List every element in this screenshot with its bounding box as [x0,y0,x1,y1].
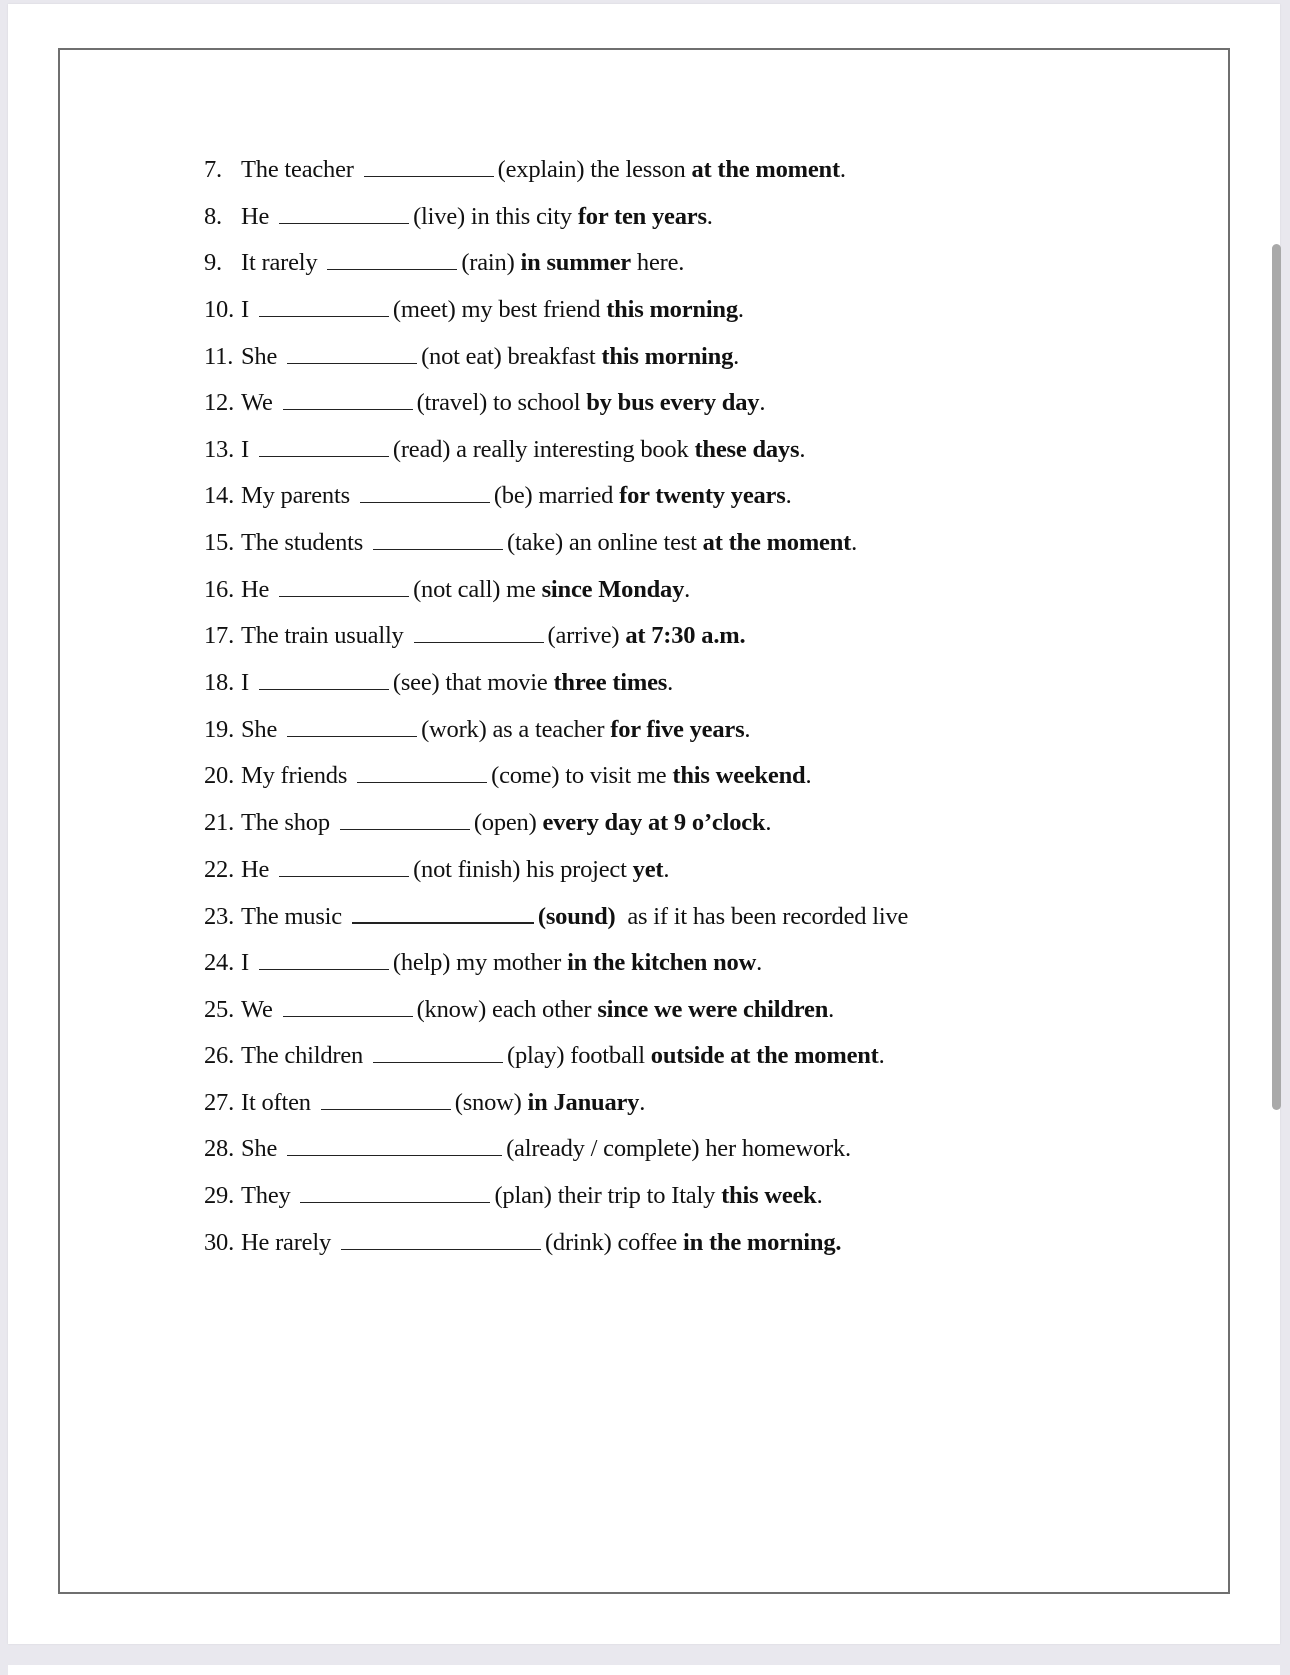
sentence-text: . [706,202,713,230]
bold-keyword: since we were children [597,995,829,1023]
bold-keyword: three times [553,669,668,697]
exercise-item [204,758,908,805]
exercise-item [204,712,908,759]
answer-blank[interactable] [283,385,413,410]
sentence-text: . [785,482,792,510]
sentence-text: . [684,575,691,603]
sentence-text: He rarely [241,1228,337,1256]
exercise-item [204,339,908,386]
answer-blank[interactable] [300,1178,490,1203]
answer-blank[interactable] [360,478,490,503]
exercise-item [204,1038,908,1085]
answer-blank[interactable] [321,1085,451,1110]
sentence-text: It often [241,1088,317,1116]
answer-blank[interactable] [259,292,389,317]
bold-keyword: outside at the moment [650,1042,879,1070]
item-number: 25. [204,995,235,1023]
sentence-text: . [733,342,740,370]
item-number: 11. [204,342,234,370]
exercise-item [204,1225,908,1272]
sentence-text: My parents [241,482,356,510]
exercise-item [204,572,908,619]
item-number: 24. [204,948,235,976]
exercise-item [204,992,908,1039]
sentence-text: The train usually [241,622,410,650]
sentence-text: (read) a really interesting book [392,435,695,463]
answer-blank[interactable] [352,898,534,924]
sentence-text: She [241,342,284,370]
vertical-scrollbar[interactable] [1272,244,1281,1110]
bold-keyword: in January [527,1088,640,1116]
sentence-text: (not eat) breakfast [421,342,602,370]
sentence-text: (work) as a teacher [421,715,611,743]
answer-blank[interactable] [373,1038,503,1063]
sentence-text: . [737,295,744,323]
answer-blank[interactable] [279,199,409,224]
exercise-list [204,152,908,1271]
sentence-text: (drink) coffee [544,1228,683,1256]
sentence-text: (travel) to school [416,389,587,417]
exercise-item [204,292,908,339]
bold-keyword: this weekend [672,762,806,790]
sentence-text: My friends [241,762,354,790]
exercise-item [204,385,908,432]
exercise-item [204,525,908,572]
exercise-item [204,432,908,479]
item-number: 28. [204,1135,235,1163]
answer-blank[interactable] [373,525,503,550]
sentence-text: (snow) [454,1088,528,1116]
exercise-item [204,478,908,525]
bold-keyword: in the morning. [682,1228,842,1256]
item-number: 30. [204,1228,235,1256]
answer-blank[interactable] [283,992,413,1017]
answer-blank[interactable] [279,852,409,877]
bold-keyword: this week [721,1182,817,1210]
bold-keyword: this morning [601,342,734,370]
sentence-text: (plan) their trip to Italy [494,1182,722,1210]
sentence-text: (rain) [461,249,521,277]
sentence-text: (open) [473,808,543,836]
sentence-text: . [839,156,846,183]
exercise-item [204,805,908,852]
item-number: 15. [204,529,235,557]
sentence-text: The students [241,529,370,557]
sentence-text: (play) football [507,1042,651,1070]
sentence-text: (come) to visit me [491,762,673,790]
sentence-text: He [241,202,276,230]
sentence-text: (live) in this city [413,202,578,230]
sentence-text: . [667,669,674,697]
item-number: 7. [204,156,222,183]
sentence-text: The music [241,903,348,931]
sentence-text: (not finish) his project [413,855,633,883]
sentence-text: They [241,1182,297,1210]
exercise-item [204,898,908,945]
sentence-text: . [851,529,858,557]
exercise-item [204,1131,908,1178]
sentence-text: She [241,1135,284,1163]
item-number: 16. [204,575,235,603]
sentence-text: I [241,948,255,976]
answer-blank[interactable] [287,1131,502,1156]
sentence-text: . [828,995,835,1023]
sentence-text: . [878,1042,885,1070]
exercise-item [204,245,908,292]
sentence-text: She [241,715,284,743]
answer-blank[interactable] [287,339,417,364]
exercise-item [204,199,908,246]
item-number: 17. [204,622,235,650]
item-number: 21. [204,808,235,836]
sentence-text: (arrive) [547,622,626,650]
document-page [8,4,1280,1644]
bold-keyword: since Monday [541,575,685,603]
exercise-item [204,618,908,665]
item-number: 20. [204,762,235,790]
answer-blank[interactable] [357,758,487,783]
sentence-text: I [241,435,255,463]
answer-blank[interactable] [259,665,389,690]
bold-keyword: for five years [610,715,745,743]
bold-keyword: this morning [606,295,738,323]
item-number: 9. [204,249,222,277]
bold-keyword: in the kitchen now [567,948,757,976]
sentence-text: (know) each other [416,995,598,1023]
bold-keyword: every day at 9 o’clock [542,808,766,836]
sentence-text: He [241,855,276,883]
item-number: 12. [204,389,235,417]
exercise-item [204,665,908,712]
sentence-text: I [241,295,255,323]
bold-keyword: at the moment [691,156,840,183]
sentence-text: (not call) me [413,575,542,603]
answer-blank[interactable] [259,432,389,457]
sentence-text: (already / complete) her homework. [506,1135,851,1163]
bold-keyword: at 7:30 a.m. [625,622,746,650]
item-number: 10. [204,295,235,323]
bold-keyword: in summer [520,249,631,277]
bold-keyword: these days [694,435,800,463]
sentence-text: (meet) my best friend [392,295,607,323]
sentence-text: . [639,1088,646,1116]
sentence-text: . [756,948,763,976]
item-number: 18. [204,669,235,697]
sentence-text: He [241,575,276,603]
sentence-text: It rarely [241,249,324,277]
answer-blank[interactable] [341,1225,541,1250]
item-number: 26. [204,1042,235,1070]
sentence-text: . [816,1182,823,1210]
answer-blank[interactable] [340,805,470,830]
bold-keyword: for twenty years [619,482,786,510]
answer-blank[interactable] [414,618,544,643]
sentence-text: I [241,669,255,697]
sentence-text: . [805,762,812,790]
answer-blank[interactable] [259,945,389,970]
sentence-text: as if it has been recorded live [615,903,909,931]
sentence-text: (explain) the lesson [497,156,692,183]
sentence-text: . [799,435,806,463]
answer-blank[interactable] [287,712,417,737]
sentence-text: We [241,389,279,417]
exercise-item [204,1178,908,1225]
sentence-text: here. [630,249,685,277]
bold-keyword: for ten years [577,202,707,230]
bold-keyword: at the moment [702,529,852,557]
sentence-text: (be) married [493,482,620,510]
item-number: 22. [204,855,235,883]
sentence-text: The shop [241,808,336,836]
bold-keyword: by bus every day [586,389,760,417]
bold-keyword: yet [632,855,664,883]
sentence-text: The teacher [241,156,360,183]
item-number: 13. [204,435,235,463]
sentence-text: . [663,855,670,883]
sentence-text: . [765,808,772,836]
sentence-text: . [759,389,766,417]
answer-blank[interactable] [327,245,457,270]
item-number: 19. [204,715,235,743]
item-number: 14. [204,482,235,510]
sentence-text: . [744,715,751,743]
answer-blank[interactable] [279,572,409,597]
item-number: 23. [204,903,235,931]
sentence-text: We [241,995,279,1023]
exercise-item [204,152,908,199]
exercise-item [204,852,908,899]
sentence-text: (help) my mother [392,948,568,976]
item-number: 27. [204,1088,235,1116]
sentence-text: The children [241,1042,370,1070]
exercise-item [204,1085,908,1132]
sentence-text: (see) that movie [392,669,554,697]
item-number: 8. [204,202,222,230]
exercise-item [204,945,908,992]
sentence-text: (take) an online test [507,529,703,557]
item-number: 29. [204,1182,235,1210]
answer-blank[interactable] [364,152,494,177]
next-page-edge [8,1665,1280,1675]
bold-keyword: (sound) [537,903,616,931]
